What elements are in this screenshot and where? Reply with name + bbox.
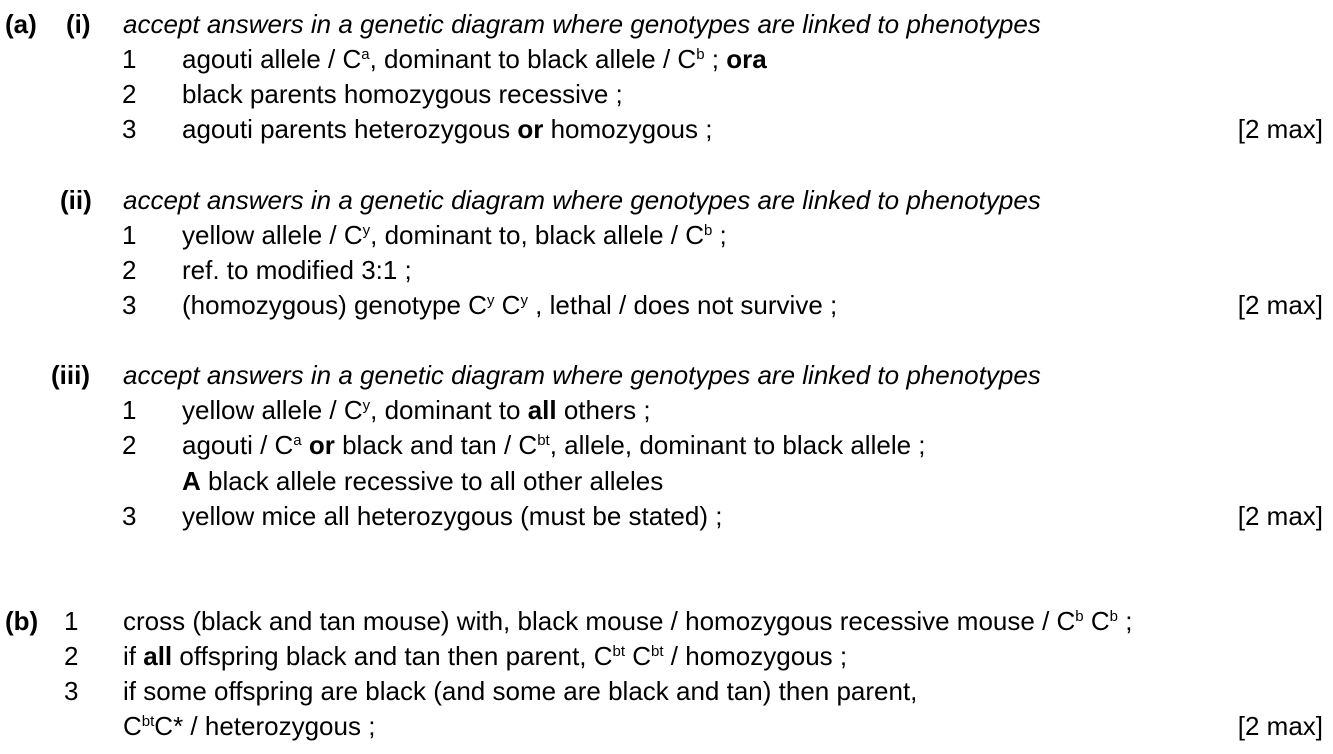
part-a-ii-point-2: ref. to modified 3:1 ; [182,255,412,285]
part-a-iii-point-3: yellow mice all heterozygous (must be stated) ; [182,501,723,531]
part-b-point-3: if some offspring are black (and some are black and tan) then parent, [123,676,918,706]
part-a-i-marks: [2 max] [1237,114,1323,144]
part-a-i-point-3: agouti parents heterozygous or homozygous ; [182,114,713,144]
part-a-iii-point-1: yellow allele / $C^y$, dominant to all others ; [182,395,651,425]
part-a-iii-label: (iii) [51,360,90,390]
point-number: 1 [122,220,137,250]
part-a-ii-point-3: (homozygous) genotype $C^y$ $C^y$ , lethal / does not survive ; [182,290,838,320]
part-a-ii-label: (ii) [60,185,92,215]
point-number: 3 [122,501,137,531]
part-a-ii-point-1: yellow allele / $C^y$, dominant to, black allele / $C^b$ ; [182,220,727,250]
point-number: 2 [122,79,137,109]
part-a-i-label: (i) [66,9,91,39]
point-number: 3 [64,676,79,706]
part-b-marks: [2 max] [1237,711,1323,741]
part-b-point-2: if all offspring black and tan then parent, $C^{bt}$ $C^{bt}$ / homozygous ; [123,641,848,671]
part-a-ii-intro: accept answers in a genetic diagram where genotypes are linked to phenotypes [123,185,1041,215]
point-number: 1 [122,395,137,425]
part-a-label: (a) [5,9,37,39]
part-b-label: (b) [5,606,39,636]
part-a-i-point-2: black parents homozygous recessive ; [182,79,623,109]
part-b-point-1: cross (black and tan mouse) with, black mouse / homozygous recessive mouse / $C^b$ $C^b$ ; [123,606,1133,636]
point-number: 2 [64,641,79,671]
part-a-iii-accept-note: A black allele recessive to all other alleles [182,466,664,496]
point-number: 3 [122,114,137,144]
part-a-i-intro: accept answers in a genetic diagram where genotypes are linked to phenotypes [123,9,1041,39]
part-b-point-3-continued: $C^{bt}C*$ / heterozygous ; [123,711,376,741]
part-a-iii-intro: accept answers in a genetic diagram where genotypes are linked to phenotypes [123,360,1041,390]
part-a-i-point-1: agouti allele / $C^a$, dominant to black allele / $C^b$ ; ora [182,44,767,74]
point-number: 2 [122,430,137,460]
point-number: 2 [122,255,137,285]
part-a-iii-point-2: agouti / $C^a$ or black and tan / $C^{bt}$, allele, dominant to black allele ; [182,430,926,460]
part-a-iii-marks: [2 max] [1237,501,1323,531]
part-a-ii-marks: [2 max] [1237,290,1323,320]
point-number: 1 [64,606,79,636]
point-number: 1 [122,44,137,74]
point-number: 3 [122,290,137,320]
